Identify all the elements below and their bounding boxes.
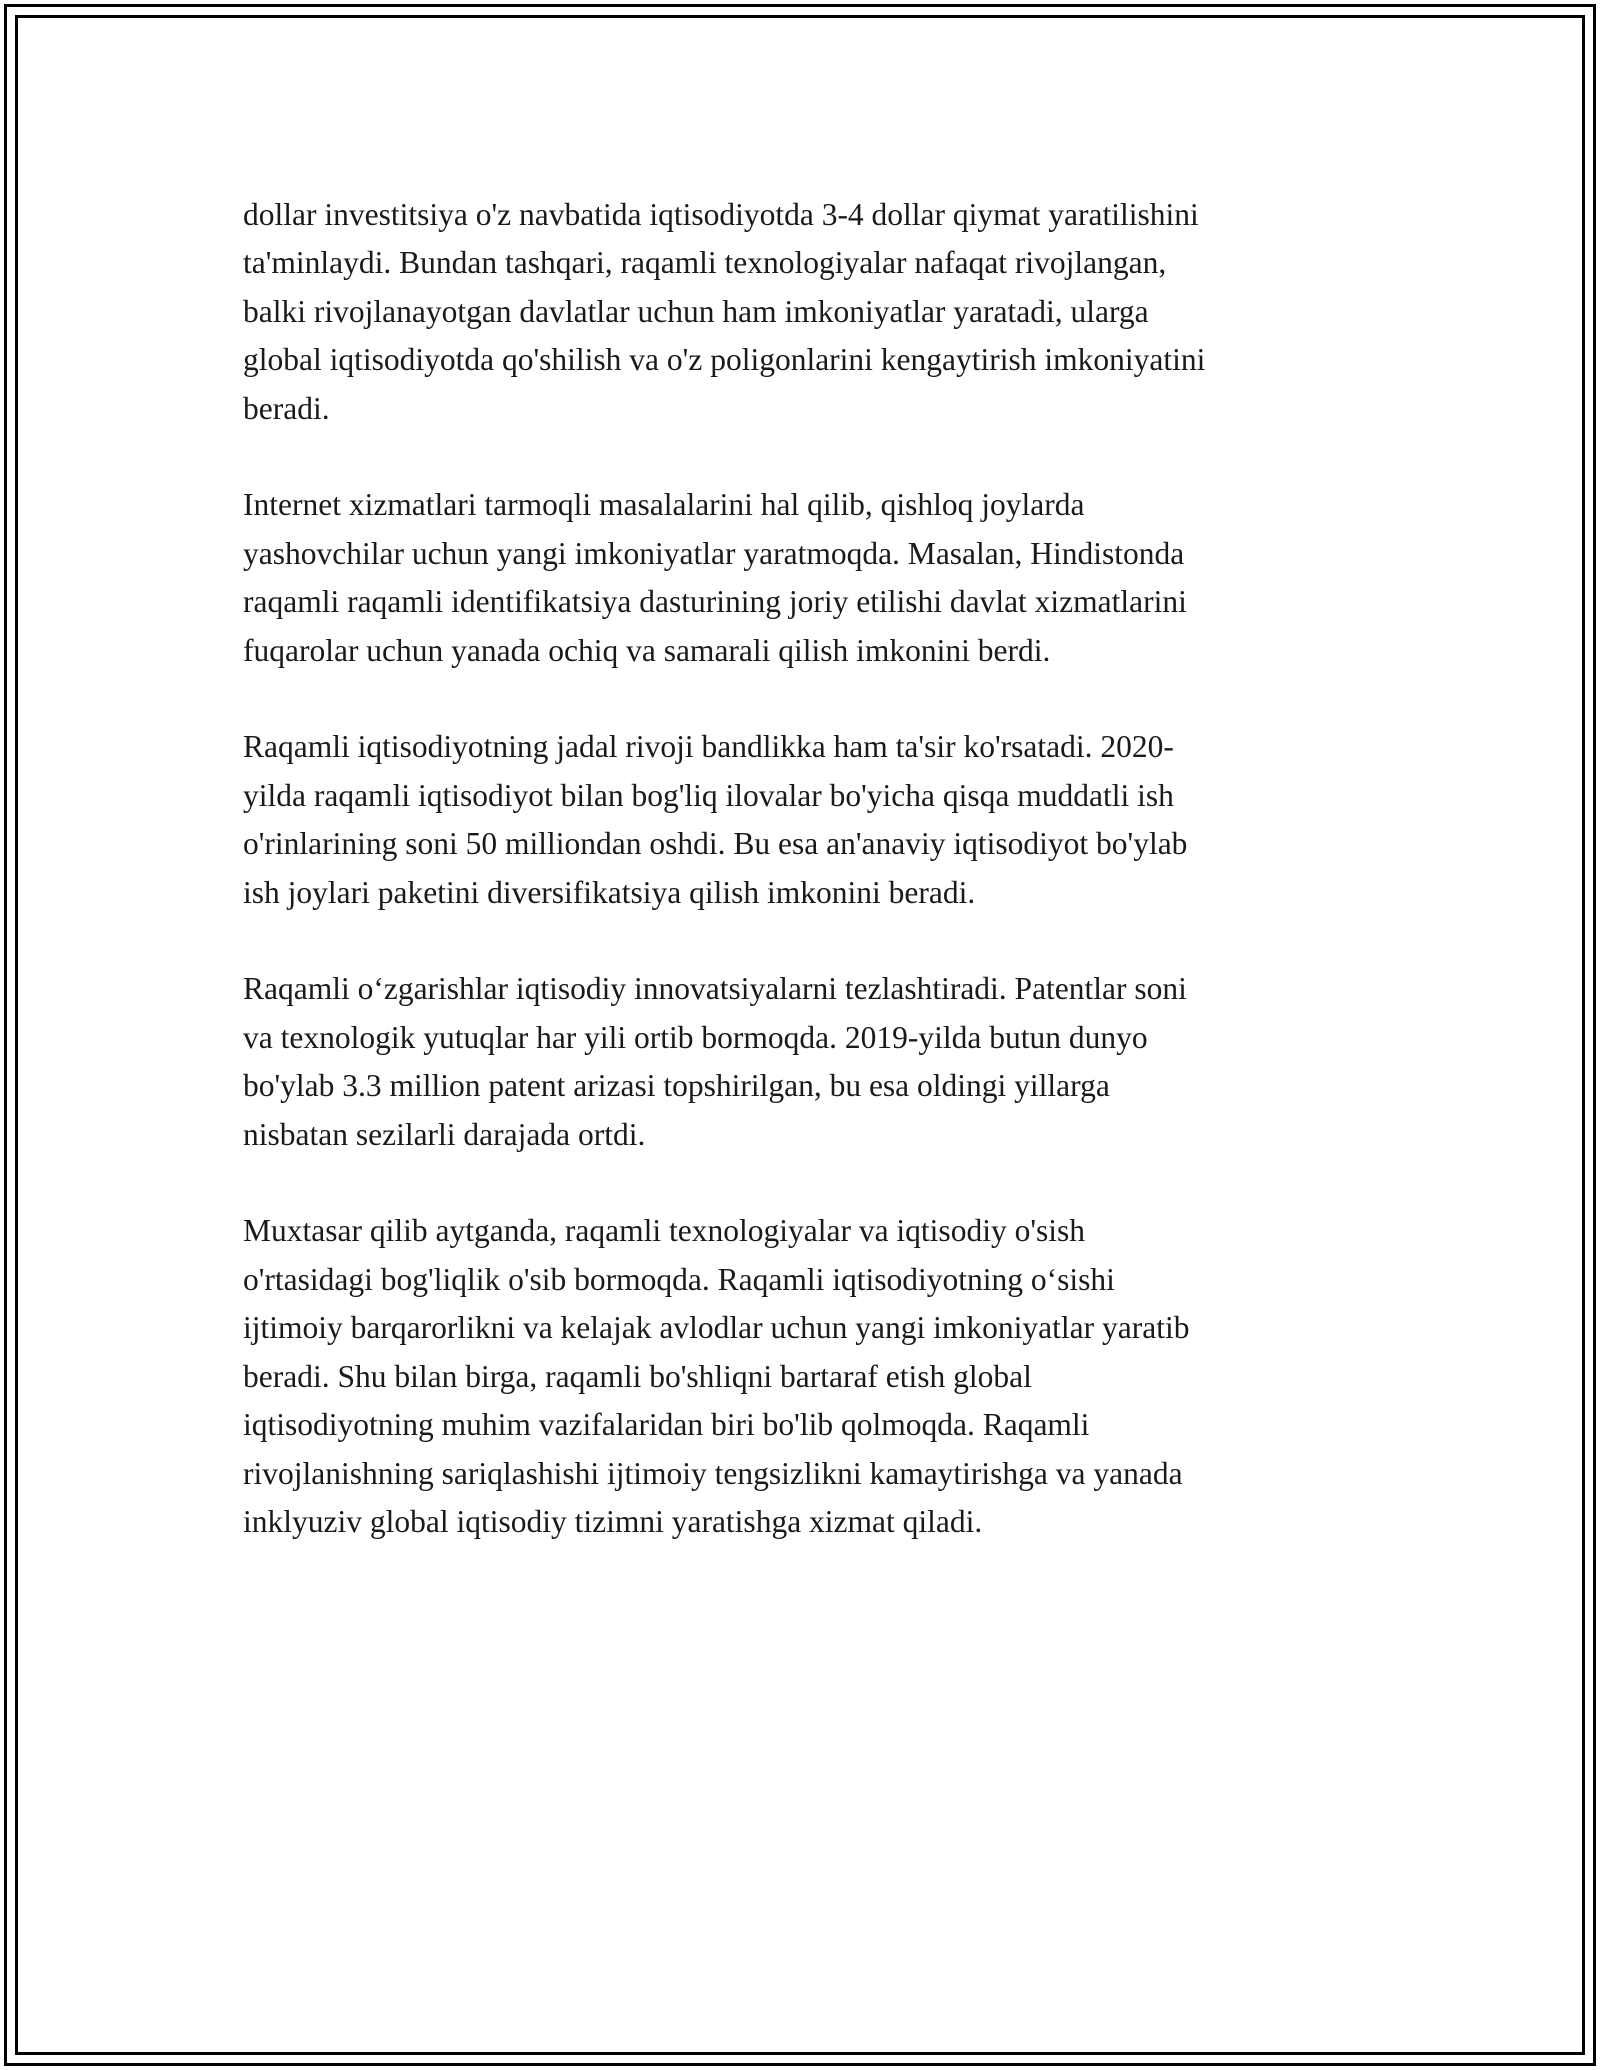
text-line: Raqamli o‘zgarishlar iqtisodiy innovatsiyalarni tezlashtiradi. Patentlar soni	[243, 971, 1187, 1007]
text-line: beradi.	[243, 390, 330, 426]
text-line: ta'minlaydi. Bundan tashqari, raqamli texnologiyalar nafaqat rivojlangan,	[243, 245, 1167, 281]
text-line: ijtimoiy barqarorlikni va kelajak avlodlar uchun yangi imkoniyatlar yaratib	[243, 1310, 1190, 1346]
paragraph-5	[243, 1207, 1373, 1546]
text-line: yashovchilar uchun yangi imkoniyatlar yaratmoqda. Masalan, Hindistonda	[243, 535, 1185, 571]
document-body	[243, 191, 1373, 1595]
text-line: Raqamli iqtisodiyotning jadal rivoji bandlikka ham ta'sir ko'rsatadi. 2020-	[243, 729, 1174, 765]
text-line: beradi. Shu bilan birga, raqamli bo'shliqni bartaraf etish global	[243, 1358, 1032, 1394]
text-line: ish joylari paketini diversifikatsiya qilish imkonini beradi.	[243, 874, 976, 910]
paragraph-2	[243, 481, 1373, 675]
text-line: va texnologik yutuqlar har yili ortib bormoqda. 2019-yilda butun dunyo	[243, 1019, 1148, 1055]
text-line: iqtisodiyotning muhim vazifalaridan biri bo'lib qolmoqda. Raqamli	[243, 1407, 1090, 1443]
text-line: dollar investitsiya o'z navbatida iqtisodiyotda 3-4 dollar qiymat yaratilishini	[243, 197, 1199, 232]
page-frame	[4, 4, 1596, 2066]
text-line: rivojlanishning sariqlashishi ijtimoiy tengsizlikni kamaytirishga va yanada	[243, 1455, 1183, 1491]
text-line: Muxtasar qilib aytganda, raqamli texnologiyalar va iqtisodiy o'sish	[243, 1213, 1086, 1249]
paragraph-1	[243, 191, 1373, 433]
text-line: inklyuziv global iqtisodiy tizimni yaratishga xizmat qiladi.	[243, 1503, 983, 1539]
text-line: yilda raqamli iqtisodiyot bilan bog'liq ilovalar bo'yicha qisqa muddatli ish	[243, 777, 1174, 813]
text-line: global iqtisodiyotda qo'shilish va o'z poligonlarini kengaytirish imkoniyatini	[243, 342, 1206, 378]
text-line: o'rinlarining soni 50 milliondan oshdi. Bu esa an'anaviy iqtisodiyot bo'ylab	[243, 826, 1188, 862]
text-line: o'rtasidagi bog'liqlik o'sib bormoqda. Raqamli iqtisodiyotning o‘sishi	[243, 1261, 1115, 1297]
paragraph-4	[243, 965, 1373, 1159]
text-line: balki rivojlanayotgan davlatlar uchun ham imkoniyatlar yaratadi, ularga	[243, 293, 1149, 329]
text-line: raqamli raqamli identifikatsiya dasturining joriy etilishi davlat xizmatlarini	[243, 584, 1187, 620]
paragraph-3	[243, 723, 1373, 917]
text-line: fuqarolar uchun yanada ochiq va samarali qilish imkonini berdi.	[243, 632, 1051, 668]
text-line: nisbatan sezilarli darajada ortdi.	[243, 1116, 646, 1152]
text-line: bo'ylab 3.3 million patent arizasi topshirilgan, bu esa oldingi yillarga	[243, 1068, 1110, 1104]
text-line: Internet xizmatlari tarmoqli masalalarini hal qilib, qishloq joylarda	[243, 487, 1085, 523]
